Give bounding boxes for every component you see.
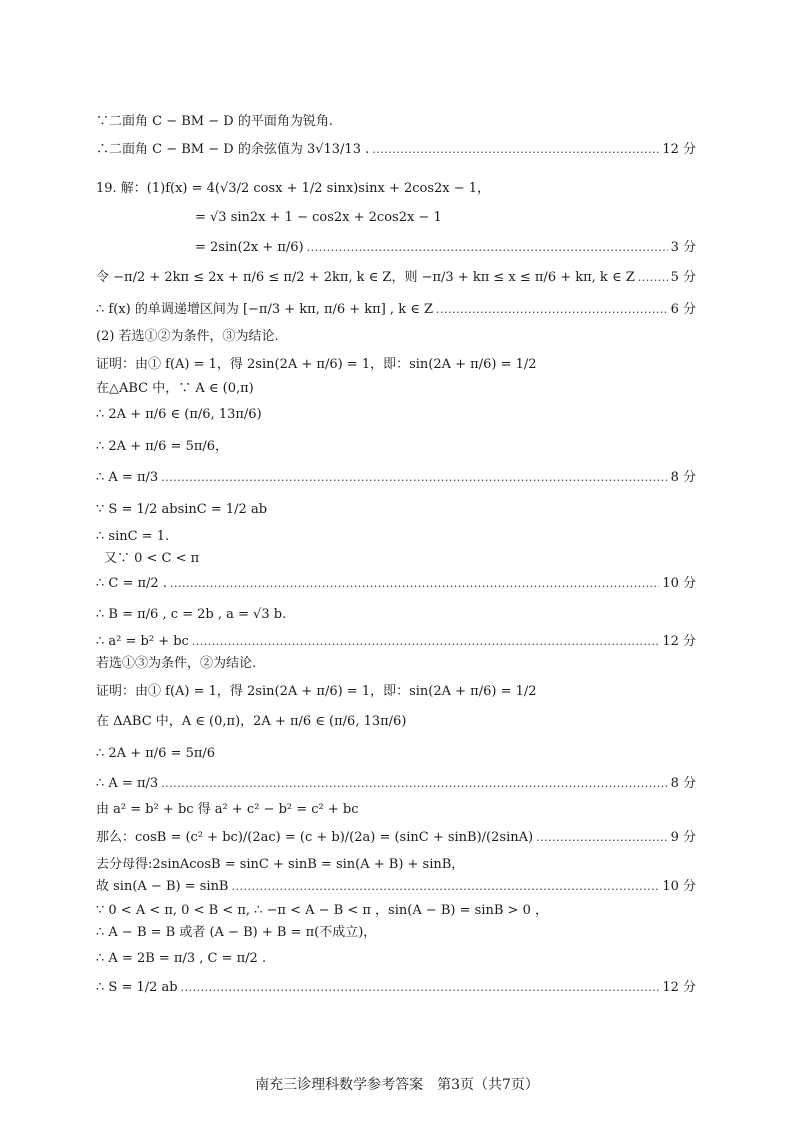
line-26: 那么：cosB = (c² + bc)/(2ac) = (c + b)/(2a) = (sinC + sinB)/(2sinA) ..... 9 分 [96,830,696,846]
line-25: 由 a² = b² + bc 得 a² + c² − b² = c² + bc [96,802,359,817]
score-label: 9 分 [670,830,696,845]
line-22: 在 ΔABC 中，A ∈ (0,π)，2A + π/6 ∈ (π/6, 13π/6) [96,714,407,729]
line-32: ∴ S = 1/2 ab ..... 12 分 [96,980,696,996]
leader-dots [307,240,668,256]
line-19: ∴ a² = b² + bc ..... 12 分 [96,634,696,650]
line-7: ∴ f(x) 的单调递增区间为 [−π/3 + kπ, π/6 + kπ] , k ∈ Z ..... 6 分 [96,302,696,318]
line-5: = 2sin(2x + π/6) ..... 3 分 [96,240,696,256]
line-31: ∴ A = 2B = π/3 , C = π/2 . [96,951,267,966]
line-1: ∵二面角 C − BM − D 的平面角为锐角. [96,114,333,129]
score-label: 12 分 [662,980,696,995]
line-23: ∴ 2A + π/6 = 5π/6 [96,746,216,761]
score-label: 8 分 [670,470,696,485]
line-11: ∴ 2A + π/6 ∈ (π/6, 13π/6) [96,407,262,422]
line-10: 在△ABC 中，∵ A ∈ (0,π) [96,381,254,396]
line-21: 证明：由① f(A) = 1，得 2sin(2A + π/6) = 1，即：sin(2A + π/6) = 1/2 [96,684,537,699]
leader-dots [192,634,659,650]
leader-dots [536,830,668,846]
score-label: 6 分 [670,302,696,317]
line-13: ∴ A = π/3 ..... 8 分 [96,470,696,486]
line-15: ∴ sinC = 1. [96,529,170,544]
score-label: 10 分 [662,576,696,591]
leader-dots [638,270,668,286]
leader-dots [436,302,668,318]
line-2: ∴二面角 C − BM − D 的余弦值为 3√13/13 . ..... 12 分 [96,142,696,158]
line-20: 若选①③为条件，②为结论. [96,656,257,671]
leader-dots [372,142,659,158]
line-17: ∴ C = π/2 . ..... 10 分 [96,576,696,592]
line-9: 证明：由① f(A) = 1，得 2sin(2A + π/6) = 1，即：sin(2A + π/6) = 1/2 [96,357,537,372]
score-label: 3 分 [670,240,696,255]
line-3: 19. 解：(1)f(x) = 4(√3/2 cosx + 1/2 sinx)sinx + 2cos2x − 1， [96,181,491,196]
line-30: ∴ A − B = B 或者 (A − B) + B = π(不成立)， [96,925,377,940]
line-6: 令 −π/2 + 2kπ ≤ 2x + π/6 ≤ π/2 + 2kπ, k ∈ Z，则 −π/3 + kπ ≤ x ≤ π/6 + kπ, k ∈ Z ..... 5 分 [96,270,696,286]
line-18: ∴ B = π/6 , c = 2b , a = √3 b. [96,607,287,622]
leader-dots [232,879,660,895]
leader-dots [170,576,659,592]
leader-dots [161,776,667,792]
score-label: 10 分 [662,879,696,894]
score-label: 12 分 [662,142,696,157]
line-14: ∵ S = 1/2 absinC = 1/2 ab [96,502,268,517]
line-28: 故 sin(A − B) = sinB ..... 10 分 [96,879,696,895]
line-12: ∴ 2A + π/6 = 5π/6， [96,439,229,454]
line-27: 去分母得:2sinAcosB = sinC + sinB = sin(A + B) + sinB， [96,857,465,872]
leader-dots [181,980,660,996]
line-4: = √3 sin2x + 1 − cos2x + 2cos2x − 1 [195,210,442,225]
line-24: ∴ A = π/3 ..... 8 分 [96,776,696,792]
line-29: ∵ 0 < A < π, 0 < B < π, ∴ −π < A − B < π ，sin(A − B) = sinB > 0 ， [96,903,548,918]
score-label: 12 分 [662,634,696,649]
score-label: 8 分 [670,776,696,791]
score-label: 5 分 [670,270,696,285]
page-footer: 南充三诊理科数学参考答案 第3页（共7页） [255,1077,539,1093]
leader-dots [161,470,667,486]
line-16: 又∵ 0 < C < π [104,551,200,566]
line-8: (2) 若选①②为条件，③为结论. [96,329,279,344]
